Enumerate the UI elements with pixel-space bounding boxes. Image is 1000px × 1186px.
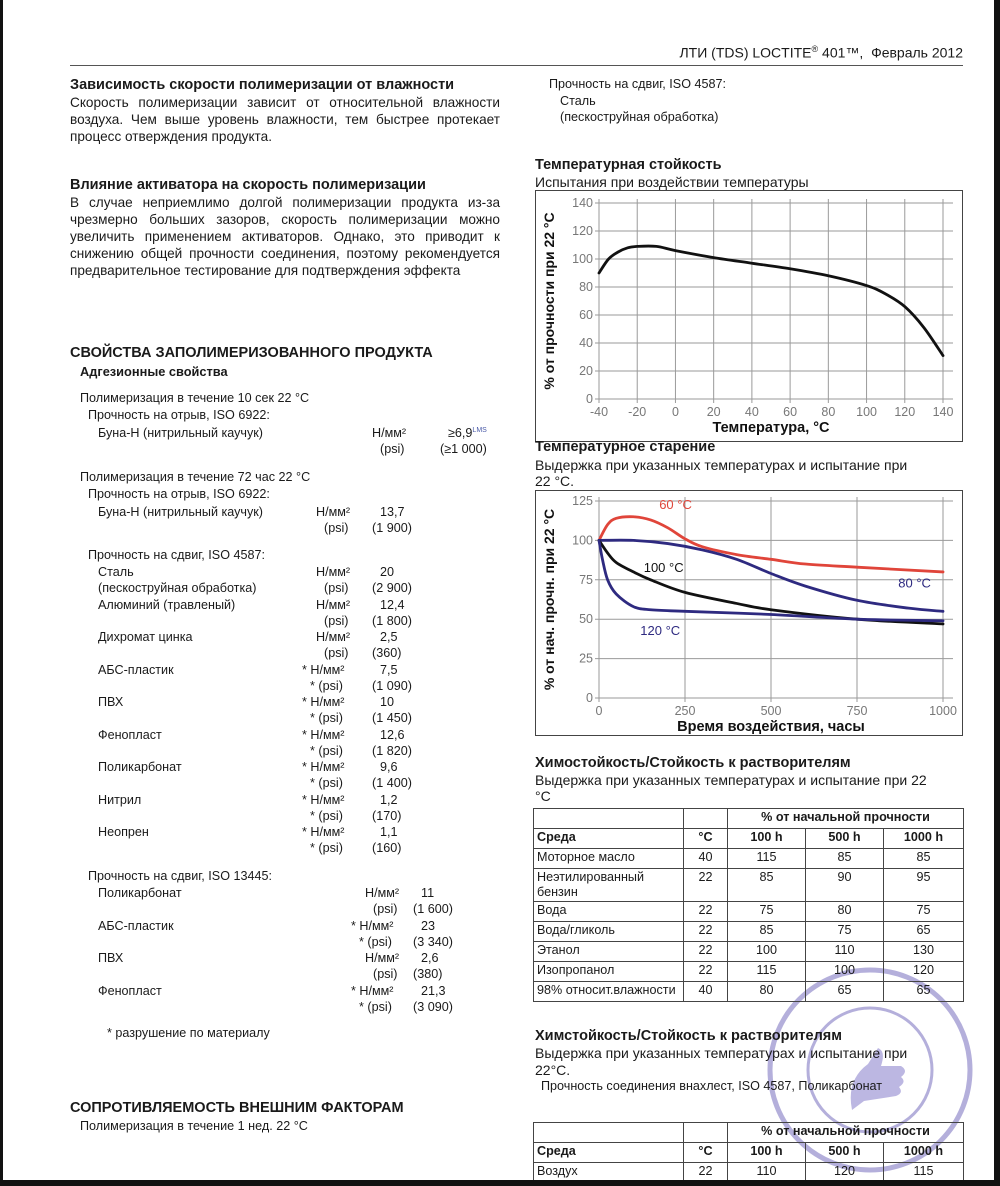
x-tick-label: 80: [821, 405, 836, 419]
y-tick-label: 25: [579, 651, 593, 666]
y-axis-label: % от прочности при 22 °C: [541, 212, 557, 390]
table-cell: 115: [884, 1163, 964, 1183]
table-cell: 85: [806, 849, 884, 869]
unit-nmm2: * Н/мм²: [302, 695, 345, 709]
material-name: АБС-пластик: [98, 918, 174, 933]
table-cell: 75: [728, 902, 806, 922]
test-method: Прочность на отрыв, ISO 6922:: [88, 408, 270, 422]
table-header-row: [534, 1143, 964, 1163]
table-cell: 65: [884, 922, 964, 942]
material-note: (пескоструйная обработка): [98, 581, 257, 595]
column-header: 100 h: [728, 829, 806, 849]
x-tick-label: 20: [706, 405, 721, 419]
x-tick-label: 0: [595, 704, 603, 718]
unit-psi: (psi): [324, 521, 349, 535]
material-name: ПВХ: [98, 951, 124, 965]
unit-nmm2: Н/мм²: [365, 886, 400, 900]
environment-cure: Полимеризация в течение 1 нед. 22 °C: [80, 1119, 308, 1133]
material-name: Сталь: [98, 565, 134, 579]
unit-psi: * (psi): [310, 743, 343, 758]
series-label: 80 °C: [898, 575, 931, 591]
table-cell: 22: [684, 902, 728, 922]
x-tick-label: 750: [846, 704, 868, 718]
header-date: Февраль 2012: [871, 44, 963, 61]
value-psi: (1 450): [372, 711, 412, 725]
test-method: Прочность на сдвиг, ISO 13445:: [88, 869, 273, 883]
column-header: 1000 h: [884, 829, 964, 849]
table-cell: 75: [806, 922, 884, 942]
table-cell: 85: [884, 849, 964, 869]
table-cell: 22: [684, 922, 728, 942]
activator-text: В случае неприемлимо долгой полимеризации продукта из-за чрезмерно больших зазоров, скорость полимеризации можно увеличить применением активаторов. Однако, это приводит к снижению общей прочности соединения, поэтому рекомендуется предварительное тестирование для подтверждения эффекта: [70, 195, 500, 278]
x-tick-label: 250: [674, 704, 696, 718]
table-cell: 110: [728, 1163, 806, 1183]
unit-psi: * (psi): [310, 711, 343, 725]
value-nmm2: 10: [380, 695, 395, 709]
footnote: * разрушение по материалу: [107, 1026, 270, 1040]
activator-title: Влияние активатора на скорость полимеризации: [70, 177, 426, 193]
column-header: °C: [684, 1143, 728, 1163]
x-axis-label: Время воздействия, часы: [677, 719, 865, 735]
chart1-title: Температурная стойкость: [535, 157, 722, 173]
table-cell: 120: [884, 962, 964, 982]
unit-nmm2: * Н/мм²: [302, 825, 345, 839]
table-cell: 95: [884, 869, 964, 902]
table-row: [534, 982, 964, 1002]
medium-name: Моторное масло: [534, 849, 684, 869]
material-name: Дихромат цинка: [98, 630, 193, 644]
medium-name: Неэтилированный бензин: [534, 869, 684, 902]
value-psi: (160): [372, 841, 402, 855]
table-group-header-row: [534, 1123, 964, 1143]
table-cell: 80: [728, 982, 806, 1002]
chart2-title: Температурное старение: [535, 439, 716, 455]
value-psi: (360): [372, 646, 402, 660]
x-tick-label: 40: [744, 405, 759, 419]
unit-nmm2: * Н/мм²: [302, 727, 345, 742]
empty-cell: [534, 809, 684, 829]
empty-cell: [684, 1123, 728, 1143]
humidity-title: Зависимость скорости полимеризации от влажности: [70, 77, 455, 93]
material-name: Поликарбонат: [98, 760, 182, 774]
value-nmm2: 23: [421, 918, 436, 933]
right-steel: Сталь: [560, 94, 596, 108]
heat-aging-chart: [535, 490, 963, 736]
y-tick-label: 40: [579, 336, 593, 350]
cure-condition: Полимеризация в течение 10 сек 22 °C: [80, 391, 310, 405]
chem2-note: Прочность соединения внахлест, ISO 4587, Поликарбонат: [541, 1079, 883, 1093]
frame-left: [0, 0, 3, 1186]
x-tick-label: -20: [628, 405, 647, 419]
unit-psi: (psi): [324, 581, 349, 595]
series-label: 120 °C: [640, 622, 681, 638]
x-tick-label: -40: [589, 405, 609, 419]
value-nmm2: 13,7: [380, 505, 405, 519]
material-name: Неопрен: [98, 825, 149, 839]
column-header: 500 h: [806, 1143, 884, 1163]
value-nmm2: $\ge 6,9^{LMS}$: [448, 426, 487, 440]
test-method: Прочность на сдвиг, ISO 4587:: [88, 548, 266, 562]
header-rule: [70, 65, 963, 66]
x-tick-label: 500: [760, 704, 782, 718]
chem2-title: Химстойкость/Стойкость к растворителям: [535, 1028, 842, 1044]
chart2-subtitle: Выдержка при указанных температурах и испытание при: [535, 457, 908, 473]
unit-nmm2: * Н/мм²: [351, 918, 394, 933]
column-header: Среда: [534, 829, 684, 849]
unit-nmm2: Н/мм²: [316, 505, 351, 519]
column-header: 100 h: [728, 1143, 806, 1163]
table-cell: 22: [684, 942, 728, 962]
value-psi: (380): [413, 967, 443, 981]
unit-nmm2: Н/мм²: [316, 630, 351, 644]
unit-nmm2: Н/мм²: [316, 597, 351, 612]
unit-psi: * (psi): [310, 678, 343, 693]
table-cell: 110: [806, 942, 884, 962]
value-psi: (1 600): [413, 902, 453, 916]
test-method: Прочность на отрыв, ISO 6922:: [88, 487, 270, 501]
unit-nmm2: Н/мм²: [365, 951, 400, 965]
series-label: 60 °C: [659, 496, 692, 512]
chemical-resistance-table: [533, 808, 964, 1002]
value-nmm2: 11: [421, 886, 435, 900]
unit-psi: * (psi): [310, 841, 343, 855]
unit-psi: (psi): [373, 902, 398, 916]
x-tick-label: 1000: [929, 704, 957, 718]
temperature-resistance-chart: [535, 190, 963, 442]
table-row: [534, 942, 964, 962]
y-tick-label: 100: [572, 252, 593, 266]
table-cell: 115: [728, 849, 806, 869]
medium-name: Вода/гликоль: [534, 922, 684, 942]
value-psi: (2 900): [372, 581, 412, 595]
material-name: Алюминий (травленый): [98, 597, 236, 612]
table-cell: 90: [806, 869, 884, 902]
value-psi: (1 900): [372, 521, 412, 535]
medium-name: Этанол: [534, 942, 684, 962]
y-tick-label: 60: [579, 308, 593, 322]
x-axis-label: Температура, °C: [712, 420, 830, 436]
table-cell: 40: [684, 849, 728, 869]
table-cell: 65: [806, 982, 884, 1002]
y-tick-label: 75: [579, 572, 593, 587]
table-cell: 85: [728, 869, 806, 902]
table-row: [534, 869, 964, 902]
y-tick-label: 50: [579, 612, 593, 627]
chem1-subtitle-2: °C: [535, 788, 551, 804]
column-header: 500 h: [806, 829, 884, 849]
environment-title: СОПРОТИВЛЯЕМОСТЬ ВНЕШНИМ ФАКТОРАМ: [70, 1100, 404, 1116]
group-header: % от начальной прочности: [728, 1123, 964, 1143]
chart1-subtitle: Испытания при воздействии температуры: [535, 174, 809, 190]
column-header: Среда: [534, 1143, 684, 1163]
group-header: % от начальной прочности: [728, 809, 964, 829]
medium-name: Изопропанол: [534, 962, 684, 982]
x-tick-label: 100: [856, 405, 877, 419]
x-tick-label: 0: [671, 405, 679, 419]
air-aging-table: [533, 1122, 964, 1183]
table-group-header-row: [534, 809, 964, 829]
unit-psi: (psi): [324, 646, 349, 660]
header-title: ЛТИ (TDS) LOCTITE: [679, 44, 812, 61]
table-row: [534, 922, 964, 942]
header-reg: ®: [811, 44, 819, 54]
table-cell: 85: [728, 922, 806, 942]
unit-psi: * (psi): [359, 999, 392, 1014]
empty-cell: [684, 809, 728, 829]
y-tick-label: 140: [572, 196, 593, 210]
unit-psi: * (psi): [310, 808, 343, 823]
chem2-subtitle: Выдержка при указанных температурах и испытание при: [535, 1045, 908, 1061]
value-psi: (1 400): [372, 776, 412, 790]
unit-nmm2: * Н/мм²: [302, 662, 345, 677]
properties-title: СВОЙСТВА ЗАПОЛИМЕРИЗОВАННОГО ПРОДУКТА: [70, 345, 433, 361]
material-name: Буна-Н (нитрильный каучук): [98, 426, 263, 440]
table-cell: 120: [806, 1163, 884, 1183]
y-tick-label: 100: [572, 533, 593, 548]
chem2-subtitle-2: 22°C.: [535, 1062, 571, 1078]
value-nmm2: 2,5: [380, 630, 398, 644]
value-psi: (1 090): [372, 678, 412, 693]
unit-nmm2: * Н/мм²: [302, 760, 345, 774]
column-header: °C: [684, 829, 728, 849]
y-axis-label: % от нач. прочн. при 22 °C: [541, 508, 557, 691]
table-cell: 22: [684, 1163, 728, 1183]
value-nmm2: 2,6: [421, 951, 439, 965]
table-header-row: [534, 829, 964, 849]
unit-nmm2: Н/мм²: [372, 426, 407, 440]
adhesion-subtitle: Адгезионные свойства: [80, 364, 228, 379]
value-nmm2: 21,3: [421, 983, 446, 998]
chem1-title: Химостойкость/Стойкость к растворителям: [535, 755, 851, 771]
value-psi: (3 090): [413, 999, 453, 1014]
value-psi: (3 340): [413, 934, 453, 949]
value-nmm2: 12,6: [380, 727, 405, 742]
table-cell: 100: [806, 962, 884, 982]
table-cell: 65: [884, 982, 964, 1002]
right-steel-note: (пескоструйная обработка): [560, 110, 719, 124]
y-tick-label: 0: [586, 691, 593, 705]
medium-name: Воздух: [534, 1163, 684, 1183]
header-model: 401™,: [818, 44, 864, 61]
unit-nmm2: * Н/мм²: [351, 983, 394, 998]
column-header: 1000 h: [884, 1143, 964, 1163]
table-cell: 130: [884, 942, 964, 962]
table-cell: 22: [684, 962, 728, 982]
series-line: [599, 246, 943, 356]
y-tick-label: 80: [579, 280, 593, 294]
chart2-subtitle-2: 22 °C.: [535, 473, 575, 489]
series-label: 100 °C: [643, 559, 684, 575]
unit-psi: (psi): [373, 967, 398, 981]
y-tick-label: 0: [586, 392, 593, 406]
empty-cell: [534, 1123, 684, 1143]
frame-right: [994, 0, 1000, 1186]
value-nmm2: 1,2: [380, 792, 398, 807]
frame-bottom: [0, 1180, 1000, 1186]
material-name: Фенопласт: [98, 727, 162, 742]
table-row: [534, 849, 964, 869]
value-psi: (1 800): [372, 613, 412, 628]
material-name: Нитрил: [98, 792, 142, 807]
table-cell: 40: [684, 982, 728, 1002]
material-name: Буна-Н (нитрильный каучук): [98, 505, 263, 519]
table-cell: 100: [728, 942, 806, 962]
x-tick-label: 140: [932, 405, 954, 419]
value-psi: (1 820): [372, 743, 412, 758]
right-shear-title: Прочность на сдвиг, ISO 4587:: [549, 77, 727, 91]
value-psi: (170): [372, 808, 402, 823]
lms-mark: LMS: [472, 426, 487, 434]
value-nmm2: 20: [380, 565, 395, 579]
table-cell: 115: [728, 962, 806, 982]
material-name: ПВХ: [98, 695, 124, 709]
material-name: Поликарбонат: [98, 886, 182, 900]
table-row: [534, 902, 964, 922]
table-cell: 80: [806, 902, 884, 922]
y-tick-label: 120: [572, 224, 593, 238]
unit-nmm2: Н/мм²: [316, 565, 351, 579]
unit-psi: * (psi): [359, 934, 392, 949]
value-nmm2: 12,4: [380, 597, 405, 612]
material-name: Фенопласт: [98, 983, 162, 998]
y-tick-label: 125: [572, 494, 593, 508]
value-nmm2: 9,6: [380, 760, 398, 774]
table-row: [534, 962, 964, 982]
table-cell: 75: [884, 902, 964, 922]
value-psi: (≥1 000): [440, 442, 487, 456]
x-tick-label: 120: [894, 405, 916, 419]
value-nmm2: 1,1: [380, 825, 398, 839]
y-tick-label: 20: [579, 364, 593, 378]
unit-psi: (psi): [324, 613, 349, 628]
cure-condition: Полимеризация в течение 72 час 22 °C: [80, 470, 311, 484]
table-cell: 22: [684, 869, 728, 902]
medium-name: Вода: [534, 902, 684, 922]
chem1-subtitle: Выдержка при указанных температурах и испытание при 22: [535, 772, 927, 788]
unit-nmm2: * Н/мм²: [302, 792, 345, 807]
humidity-text: Скорость полимеризации зависит от относительной влажности воздуха. Чем выше уровень влажности, тем быстрее протекает процесс отверждения продукта.: [70, 95, 500, 144]
document-header: [679, 44, 963, 61]
value-nmm2: 7,5: [380, 662, 398, 677]
unit-psi: * (psi): [310, 776, 343, 790]
x-tick-label: 60: [783, 405, 798, 419]
medium-name: 98% относит.влажности: [534, 982, 684, 1002]
material-name: АБС-пластик: [98, 662, 174, 677]
unit-psi: (psi): [380, 442, 405, 456]
